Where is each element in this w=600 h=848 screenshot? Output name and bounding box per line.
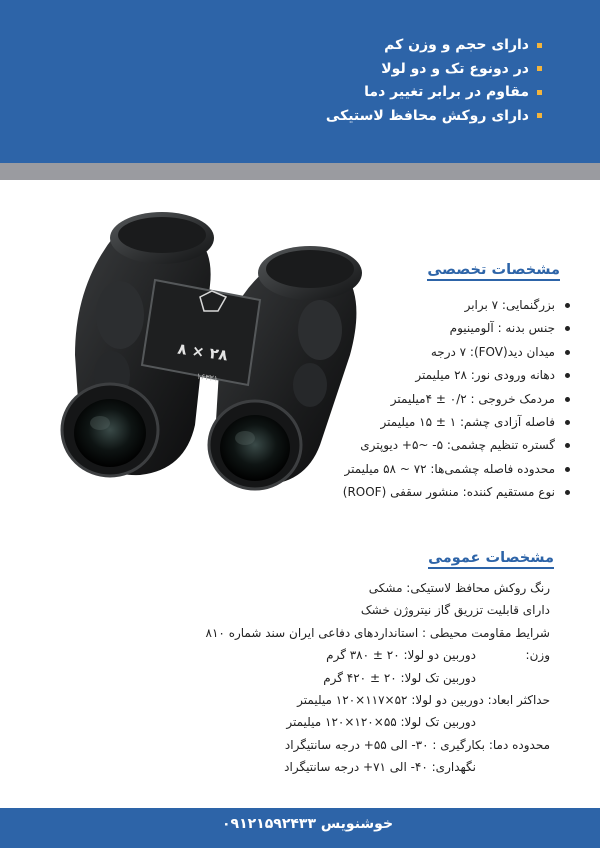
temperature-storage-text: نگهداری: ۴۰- الی ۷۱+ درجه سانتیگراد — [284, 760, 476, 775]
contact-info: خوشنویس ۰۹۱۲۱۵۹۲۴۳۳ — [222, 816, 394, 832]
serial-label: ۱۶۳۲۱ — [196, 371, 219, 384]
feature-item: دارای روکش محافظ لاستیکی — [326, 105, 542, 129]
bullet-icon — [565, 326, 570, 331]
feature-item: دارای حجم و وزن کم — [326, 34, 542, 58]
bullet-icon — [565, 420, 570, 425]
feature-list — [326, 34, 542, 128]
nitrogen-text: دارای قابلیت تزریق گاز نیتروژن خشک — [360, 603, 550, 618]
bullet-square-icon — [537, 66, 542, 71]
header-gray-strip — [0, 163, 600, 180]
bullet-icon — [565, 467, 570, 472]
spec-item: جنس بدنه : آلومینیوم — [343, 317, 570, 340]
binoculars-image — [20, 205, 375, 510]
specs-heading: مشخصات تخصصی — [427, 262, 560, 281]
bullet-square-icon — [537, 90, 542, 95]
feature-item: در دونوع تک و دو لولا — [326, 58, 542, 82]
bullet-icon — [565, 397, 570, 402]
bullet-icon — [565, 490, 570, 495]
bullet-square-icon — [537, 113, 542, 118]
rubber-color-text: رنگ روکش محافظ لاستیکی: مشکی — [368, 581, 550, 595]
general-specs — [206, 577, 550, 779]
spec-item: فاصله آزادی چشم: ۱ ± ۱۵ میلیمتر — [343, 411, 570, 434]
dimensions-single-text: دوربین تک لولا: ۵۵×۱۲۰×۱۲۰ میلیمتر — [286, 715, 476, 730]
temperature-usage-text: محدوده دما: بکارگیری : ۳۰- الی ۵۵+ درجه سانتیگراد — [284, 737, 550, 752]
spec-item: محدوده فاصله چشمی‌ها: ۷۲ ~ ۵۸ میلیمتر — [343, 458, 570, 481]
specs-list — [343, 294, 570, 505]
bullet-icon — [565, 373, 570, 378]
bullet-icon — [565, 350, 570, 355]
spec-item: مردمک خروجی : ۰/۲ ± ۴میلیمتر — [343, 388, 570, 411]
spec-item: دهانه ورودی نور: ۲۸ میلیمتر — [343, 364, 570, 387]
bullet-icon — [565, 443, 570, 448]
spec-item: نوع مستقیم کننده: منشور سقفی (ROOF) — [343, 481, 570, 504]
feature-item: مقاوم در برابر تغییر دما — [326, 81, 542, 105]
spec-item: میدان دید(FOV): ۷ درجه — [343, 341, 570, 364]
weight-label: وزن: — [525, 648, 550, 663]
spec-item: گستره تنظیم چشمی: ۵- ~۵+ دیوپتری — [343, 434, 570, 457]
environment-text: شرایط مقاومت محیطی : استانداردهای دفاعی ایران سند شماره ۸۱۰ — [205, 625, 550, 640]
bullet-icon — [565, 303, 570, 308]
general-heading: مشخصات عمومی — [428, 550, 554, 569]
weight-double-text: دوربین دو لولا: ۲۰ ± ۳۸۰ گرم — [326, 648, 476, 663]
dimensions-double-text: حداکثر ابعاد: دوربین دو لولا: ۵۲×۱۱۷×۱۲۰ میلیمتر — [297, 692, 550, 707]
weight-single-text: دوربین تک لولا: ۲۰ ± ۴۲۰ گرم — [323, 670, 476, 685]
bullet-square-icon — [537, 43, 542, 48]
model-label: ۸ × ۲۸ — [176, 339, 229, 365]
weight-row — [206, 644, 550, 666]
spec-item: بزرگنمایی: ۷ برابر — [343, 294, 570, 317]
heading-underline — [428, 567, 554, 569]
heading-underline — [427, 279, 560, 281]
